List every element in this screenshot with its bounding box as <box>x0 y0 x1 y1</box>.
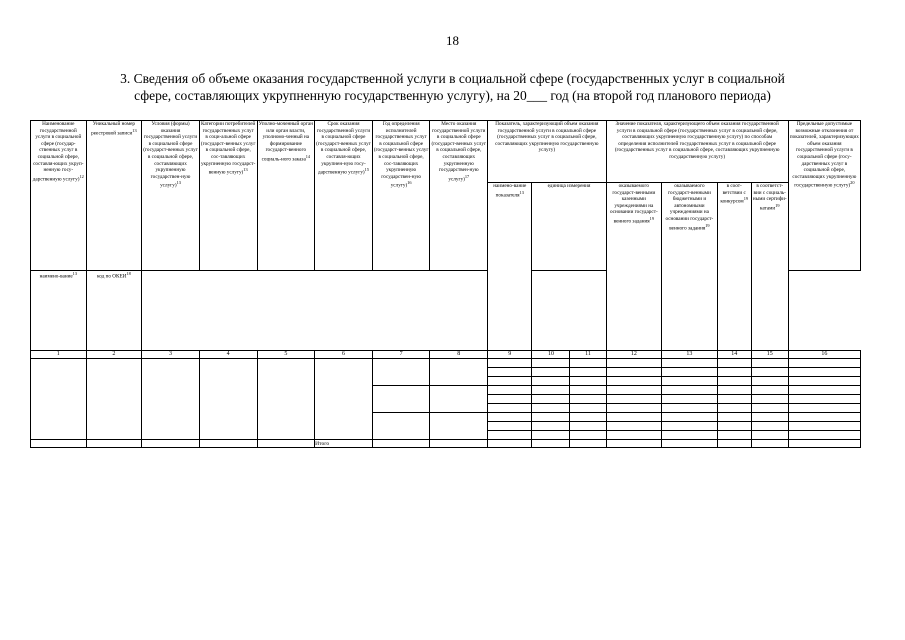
header-state-institutions: оказываемого государст-венными казенными учреждениями на основании государст-венного задания$^{19}$ <box>606 183 662 351</box>
table-cell <box>570 395 606 404</box>
table-cell <box>788 359 860 368</box>
table-cell <box>717 377 751 386</box>
table-cell <box>606 413 662 422</box>
header-service-place: Место оказания государственной услуги в социальной сфере (государст-венных услуг в социальной сфере, составляющих укрупненную государствен-ную услугу)$^{17}$ <box>430 121 488 271</box>
table-cell <box>717 359 751 368</box>
table-cell <box>570 440 606 448</box>
table-cell <box>257 359 315 440</box>
section-title-line-1: 3. Сведения об объеме оказания государственной услуги в социальной сфере (государственных услуг в социальной <box>120 71 785 86</box>
header-unit-group: единица измерения <box>532 183 606 271</box>
header-volume-indicator-group: Показатель, характеризующий объем оказания государственной услуги в социальной сфере (государственных услуг в социальной сфере, составляющих укрупненную государственную услугу) <box>488 121 606 183</box>
column-number: 15 <box>751 351 788 359</box>
column-number: 8 <box>430 351 488 359</box>
table-cell <box>606 395 662 404</box>
table-cell <box>717 422 751 431</box>
table-cell <box>606 431 662 440</box>
table-cell <box>570 422 606 431</box>
volume-table <box>30 120 861 448</box>
table-cell <box>570 404 606 413</box>
table-cell <box>372 386 430 413</box>
table-cell <box>532 413 570 422</box>
header-okei-code: код по ОКЕИ$^{18}$ <box>86 271 142 351</box>
table-cell <box>488 359 532 368</box>
column-number: 9 <box>488 351 532 359</box>
table-cell <box>570 386 606 395</box>
table-cell <box>662 368 718 377</box>
table-cell <box>142 440 200 448</box>
table-cell <box>430 359 488 386</box>
table-cell <box>199 440 257 448</box>
table-cell <box>257 440 315 448</box>
table-cell <box>86 440 142 448</box>
table-cell <box>488 377 532 386</box>
table-cell <box>372 440 430 448</box>
column-number: 4 <box>199 351 257 359</box>
column-number: 7 <box>372 351 430 359</box>
header-registry-number: Уникальный номер реестровой записи$^{13}$ <box>86 121 142 271</box>
table-cell <box>488 440 532 448</box>
header-indicator-value-group: Значение показателя, характеризующего объем оказания государственной услуги в социальной сфере (государственных услуг в социальной сфере, составляющих укрупненную государственную услугу) по способам определения исполнителей государственных услуг в социальной сфере (государственных услуг в социальной сфере, составляющих укрупненную государственную услугу) <box>606 121 788 183</box>
header-allowed-deviations: Предельные допустимые возможные отклонения от показателей, характеризующих объем оказания государственной услуги в социальной сфере (госу-дарственных услуг в социальной сфере, составляющих укрупненную государственную услугу)$^{20}$ <box>788 121 860 271</box>
table-cell <box>662 404 718 413</box>
table-cell <box>430 386 488 413</box>
header-budget-institutions: оказываемого государст-венными бюджетными и автономными учреждениями на основании государст-венного задания$^{19}$ <box>662 183 718 351</box>
table-cell <box>532 431 570 440</box>
table-cell <box>31 440 87 448</box>
header-authorized-body: Уполно-моченный орган или орган власти, уполномо-ченный на формирование государст-венного социаль-ного заказа$^{14}$ <box>257 121 315 271</box>
table-cell <box>315 359 373 440</box>
table-cell <box>662 422 718 431</box>
table-cell <box>788 386 860 395</box>
column-number: 14 <box>717 351 751 359</box>
page-number: 18 <box>446 33 459 48</box>
table-cell <box>788 368 860 377</box>
table-cell <box>199 359 257 440</box>
table-cell <box>717 404 751 413</box>
table-cell <box>372 359 430 386</box>
column-number: 6 <box>315 351 373 359</box>
table-cell <box>788 377 860 386</box>
column-number: 10 <box>532 351 570 359</box>
column-number: 1 <box>31 351 87 359</box>
table-cell <box>606 422 662 431</box>
table-cell <box>788 440 860 448</box>
table-cell <box>751 377 788 386</box>
table-cell <box>532 377 570 386</box>
table-cell <box>488 368 532 377</box>
table-cell <box>532 395 570 404</box>
table-cell <box>662 431 718 440</box>
table-cell <box>751 413 788 422</box>
table-cell <box>488 404 532 413</box>
table-cell <box>788 404 860 413</box>
table-cell <box>86 359 142 440</box>
table-cell <box>532 422 570 431</box>
header-contest: в соот-ветствии с конкурсом$^{19}$ <box>717 183 751 351</box>
section-title <box>60 70 845 104</box>
table-cell <box>717 386 751 395</box>
table-cell <box>570 377 606 386</box>
table-cell <box>662 377 718 386</box>
table-cell <box>788 395 860 404</box>
table-cell <box>570 431 606 440</box>
header-row-1 <box>31 121 861 183</box>
table-cell <box>751 404 788 413</box>
table-cell <box>606 404 662 413</box>
header-social-certificates: в соответст-вии с социаль-ными сертифи-катами$^{19}$ <box>751 183 788 351</box>
table-cell <box>788 431 860 440</box>
table-cell <box>751 368 788 377</box>
table-cell <box>662 386 718 395</box>
table-cell <box>751 440 788 448</box>
column-number: 12 <box>606 351 662 359</box>
section-title-line-2: сфере, составляющих укрупненную государственную услугу), на 20___ год (на второй год планового периода) <box>134 88 771 103</box>
header-consumer-categories: Категории потребителей государственных услуг в соци-альной сфере (государст-венных услуг в социальной сфере, сос-тавляющих укрупненную государст-венную услугу)$^{13}$ <box>199 121 257 271</box>
table-cell <box>488 413 532 422</box>
table-cell <box>751 359 788 368</box>
table-cell <box>751 395 788 404</box>
column-numbers-row <box>31 351 861 359</box>
table-cell <box>606 440 662 448</box>
column-number: 13 <box>662 351 718 359</box>
table-cell <box>751 386 788 395</box>
table-cell <box>570 413 606 422</box>
table-cell <box>570 359 606 368</box>
table-cell <box>532 404 570 413</box>
table-cell <box>430 440 488 448</box>
table-cell <box>430 413 488 440</box>
table-cell <box>488 422 532 431</box>
table-cell <box>606 377 662 386</box>
table-row <box>31 359 861 368</box>
table-cell <box>532 386 570 395</box>
table-cell <box>532 359 570 368</box>
table-cell <box>717 368 751 377</box>
table-cell <box>142 359 200 440</box>
table-cell <box>606 368 662 377</box>
table-cell <box>372 413 430 440</box>
total-label: Итого <box>315 440 373 448</box>
header-unit-name: наимено-вание$^{13}$ <box>31 271 87 351</box>
column-number: 16 <box>788 351 860 359</box>
table-cell <box>717 413 751 422</box>
table-cell <box>31 359 87 440</box>
column-number: 5 <box>257 351 315 359</box>
column-number: 3 <box>142 351 200 359</box>
header-indicator-name: наимено-вание показателя$^{13}$ <box>488 183 532 351</box>
table-cell <box>488 395 532 404</box>
table-cell <box>662 395 718 404</box>
table-cell <box>570 368 606 377</box>
table-cell <box>751 431 788 440</box>
table-cell <box>488 431 532 440</box>
table-cell <box>662 413 718 422</box>
header-service-term: Срок оказания государственной услуги в социальной сфере (государст-венных услуг в социальной сфере, составля-ющих укрупнен-ную госу-дарственную услугу)$^{15}$ <box>315 121 373 271</box>
table-cell <box>662 440 718 448</box>
total-row <box>31 440 861 448</box>
table-cell <box>606 386 662 395</box>
header-service-name: Наименование государственной услуги в социальной сфере (государ-ственных услуг в социальной сфере, составля-ющих укруп-ненную госу-дарственную услугу)$^{12}$ <box>31 121 87 271</box>
column-number: 2 <box>86 351 142 359</box>
table-cell <box>751 422 788 431</box>
table-cell <box>788 422 860 431</box>
table-cell <box>532 440 570 448</box>
table-cell <box>662 359 718 368</box>
table-cell <box>488 386 532 395</box>
table-cell <box>717 440 751 448</box>
table-cell <box>532 368 570 377</box>
table-cell <box>717 395 751 404</box>
header-conditions: Условия (формы) оказания государственной услуги в социальной сфере (государст-венных услуг в социальной сфере, составляющих укрупненную государствен-ную услугу)$^{13}$ <box>142 121 200 271</box>
table-cell <box>717 431 751 440</box>
header-year-of-selection: Год определения исполнителей государственных услуг в социальной сфере (государст-венных услуг в социальной сфере, сос-тавляющих укрупненную государствен-ную услугу)$^{16}$ <box>372 121 430 271</box>
table-cell <box>606 359 662 368</box>
table-cell <box>788 413 860 422</box>
column-number: 11 <box>570 351 606 359</box>
